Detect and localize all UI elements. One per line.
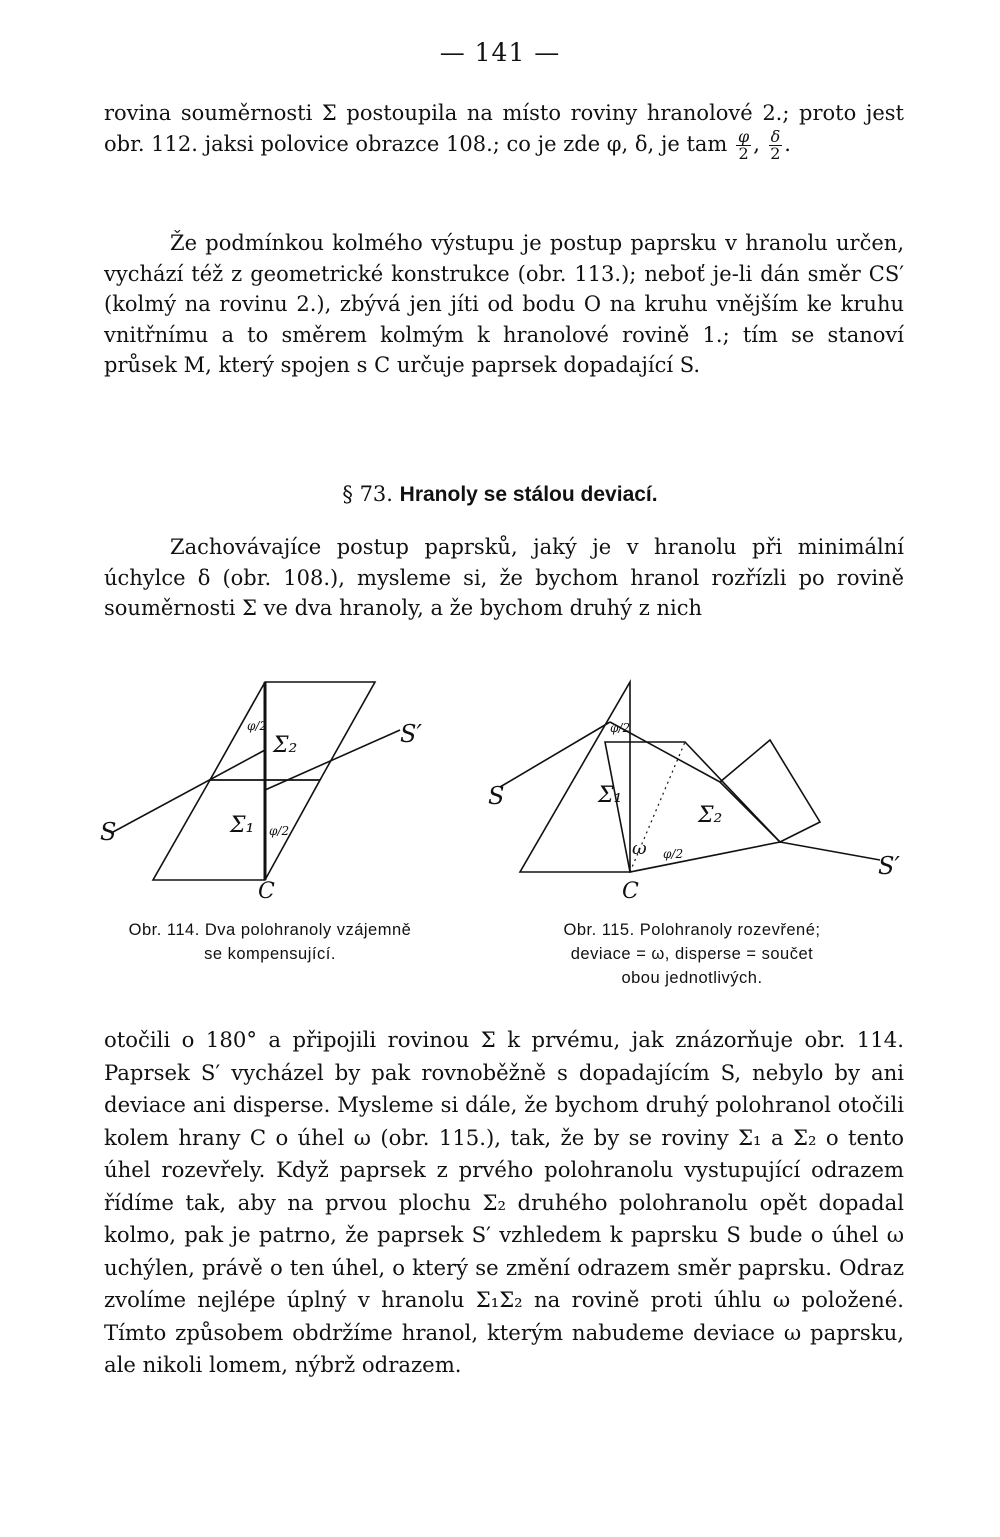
section-number: § 73. xyxy=(342,482,393,506)
fig115-reflecting-prism xyxy=(720,740,820,842)
paragraph-1 xyxy=(104,98,904,162)
figure-115-caption-line2: deviace = ω, disperse = součet xyxy=(570,945,814,963)
section-title: Hranoly se stálou deviací. xyxy=(399,483,658,506)
fig114-label-C: C xyxy=(258,879,275,904)
figure-114-caption xyxy=(70,918,470,966)
fig115-label-sigma2: Σ₂ xyxy=(698,803,723,828)
paragraph-3: Zachovávajíce postup paprsků, jaký je v hranolu při minimální úchylce δ (obr. 108.), mysleme si, že bychom hranol rozřízli po rovině souměrnosti Σ ve dva hranoly, a že bychom druhý z nich xyxy=(104,535,904,621)
fig114-label-sigma2: Σ₂ xyxy=(273,733,298,758)
paragraph-4: otočili o 180° a připojili rovinou Σ k prvému, jak znázorňuje obr. 114. Paprsek S′ vycházel by pak rovnoběžně s dopadajícím S, nebylo by ani deviace ani disperse. Mysleme si dále, že bychom druhý polohranol otočili kolem hrany C o úhel ω (obr. 115.), tak, že by se roviny Σ₁ a Σ₂ o tento úhel rozevřely. Když paprsek z prvého polohranolu vystupující odrazem řídíme tak, aby na prvou plochu Σ₂ druhého polohranolu opět dopadal kolmo, pak je patrno, že paprsek S′ vzhledem k paprsku S bude o úhel ω uchýlen, právě o ten úhel, o který se změní odrazem směr paprsku. Odraz zvolíme nejlépe úplný v hranolu Σ₁Σ₂ na rovině proti úhlu ω položené. Tímto způsobem obdržíme hranol, kterým nabudeme deviace ω paprsku, ale nikoli lomem, nýbrž odrazem. xyxy=(104,1027,904,1377)
fig114-label-sigma1: Σ₁ xyxy=(230,813,255,838)
fig115-label-half-phi-bottom: φ/2 xyxy=(663,847,684,861)
fig115-first-prism xyxy=(520,682,630,872)
figure-115-caption-line3: obou jednotlivých. xyxy=(621,969,763,987)
fraction-phi-half xyxy=(736,126,751,163)
fig115-label-omega: ω xyxy=(632,838,647,859)
paragraph-1-text: rovina souměrnosti Σ postoupila na místo roviny hranolové 2.; proto jest obr. 112. jaksi polovice obrazce 108.; co je zde φ, δ, je tam xyxy=(104,101,904,156)
fraction-phi-numerator: φ xyxy=(738,126,750,146)
fraction-delta-denominator: 2 xyxy=(770,143,781,163)
figure-114-caption-line2: se kompensující. xyxy=(204,945,336,963)
fig115-label-C: C xyxy=(622,879,639,904)
page-number: — 141 — xyxy=(439,38,561,67)
fig114-upper-prism xyxy=(210,682,375,780)
section-heading xyxy=(0,482,1000,507)
fig114-label-half-phi-top: φ/2 xyxy=(247,719,268,733)
fig114-label-half-phi-bottom: φ/2 xyxy=(269,824,290,838)
figure-114 xyxy=(95,670,455,910)
figure-115-caption xyxy=(502,918,882,990)
fig114-label-S: S xyxy=(100,818,117,846)
figure-115-caption-line1: Obr. 115. Polohranoly rozevřené; xyxy=(563,921,821,939)
fraction-delta-numerator: δ xyxy=(770,126,781,146)
fig115-label-half-phi-top: φ/2 xyxy=(610,721,631,735)
fig115-label-Sp: S′ xyxy=(878,852,900,880)
fraction-phi-denominator: 2 xyxy=(738,143,749,163)
fig115-label-sigma1: Σ₁ xyxy=(598,783,623,808)
fig115-label-S: S xyxy=(488,782,505,810)
fig115-ray-S xyxy=(500,722,610,787)
paragraph-1-end: . xyxy=(784,131,791,156)
fraction-separator: , xyxy=(753,131,767,156)
paragraph-2: Že podmínkou kolmého výstupu je postup paprsku v hranolu určen, vychází též z geometrické konstrukce (obr. 113.); neboť je-li dán směr CS′ (kolmý na rovinu 2.), zbývá jen jíti od bodu O na kruhu vnějším ke kruhu vnitřnímu a to směrem kolmým k hranolové rovině 1.; tím se stanoví průsek M, který spojen s C určuje paprsek dopadající S. xyxy=(104,231,904,378)
fig115-ray-Sp xyxy=(780,842,880,860)
fraction-delta-half xyxy=(769,126,783,163)
figure-115 xyxy=(480,672,920,912)
figure-114-caption-line1: Obr. 114. Dva polohranoly vzájemně xyxy=(128,921,412,939)
fig114-label-Sp: S′ xyxy=(400,720,422,748)
